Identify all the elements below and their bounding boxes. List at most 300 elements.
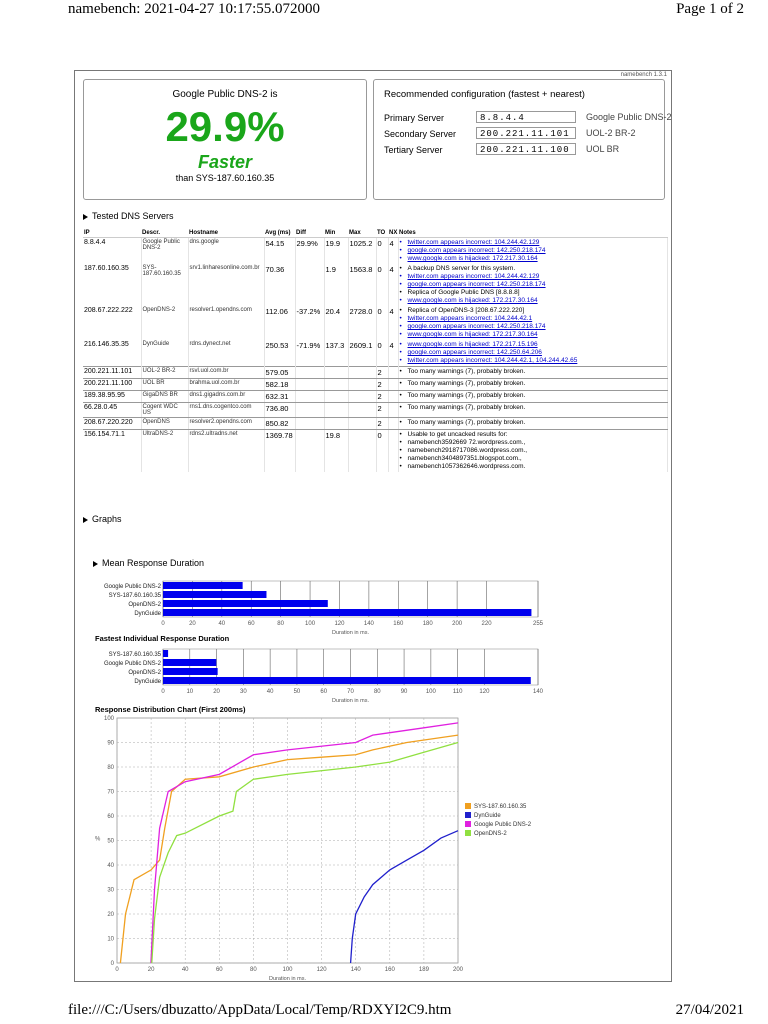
category-label: Google Public DNS-2 [103,661,161,667]
column-header: Avg (ms) [264,229,295,238]
cell-ip: 8.8.4.4 [83,238,141,265]
cell-ip: 156.154.71.1 [83,430,141,473]
cell-descr: OpenDNS [141,418,188,430]
tested-section-toggle[interactable] [83,211,174,221]
mean-response-chart [75,576,673,640]
bar [163,677,531,684]
cell-ip: 200.221.11.101 [83,367,141,379]
note-text [400,447,667,455]
cell-host: rns1.dns.cogentco.com [188,403,264,418]
note-content: google.com appears incorrect: 142.250.218.174 [407,281,546,288]
distribution-chart-title: Response Distribution Chart (First 200ms) [95,705,246,714]
cell-avg: 70.36 [264,264,295,306]
summary-faster: Faster [197,152,253,172]
summary-percent: 29.9% [165,103,285,150]
bullet: • [399,349,402,356]
note-content: www.google.com is hijacked: 172.217.30.164 [407,255,538,262]
graphs-section-toggle[interactable] [83,514,122,524]
cell-max [348,403,376,418]
table-body [83,238,668,473]
note-text [400,265,667,273]
recommended-box [373,79,672,200]
cell-avg: 736.80 [264,403,295,418]
column-header: Diff [295,229,324,238]
cell-avg: 579.05 [264,367,295,379]
report-frame [74,70,672,982]
x-tick-label: 120 [334,621,345,627]
table-row [83,430,668,473]
dns-table [83,229,668,472]
table-header-row [83,229,668,238]
table-row [83,264,668,306]
table-row [83,238,668,265]
bullet: • [399,331,402,338]
y-tick-label: 30 [107,887,114,894]
cell-host: brahma.uol.com.br [188,379,264,391]
cell-avg: 1369.78 [264,430,295,473]
note-content: Replica of Google Public DNS [8.8.8.8] [407,289,520,296]
legend-swatch [465,821,471,827]
cell-min [324,379,348,391]
note-text [400,431,667,439]
cell-max [348,379,376,391]
x-tick-label: 20 [147,967,155,973]
bullet: • [399,341,402,348]
x-tick-label: 0 [161,689,165,695]
category-label: Google Public DNS-2 [103,584,161,590]
bullet: • [399,247,402,254]
bar [163,650,168,657]
print-footer-date: 27/04/2021 [675,1002,744,1018]
mean-heading: Mean Response Duration [102,558,205,568]
tertiary-server-label: Tertiary Server [384,145,443,155]
cell-avg: 850.82 [264,418,295,430]
x-tick-label: 90 [400,689,408,695]
cell-nx [388,379,398,391]
tertiary-server-ip[interactable]: 200.221.11.100 [476,143,576,155]
table-row [83,403,668,418]
table-row [83,306,668,340]
bullet: • [399,455,402,462]
x-tick-label: 70 [347,689,354,695]
cell-diff: 29.9% [295,238,324,265]
cell-descr: DynGuide [141,340,188,367]
bullet: • [399,289,402,296]
print-header [0,0,768,22]
x-tick-label: 220 [481,621,492,627]
cell-diff [295,391,324,403]
category-label: DynGuide [134,611,161,617]
x-axis-label: Duration in ms. [269,976,306,981]
cell-min [324,367,348,379]
x-tick-label: 40 [218,621,226,627]
x-tick-label: 160 [393,621,404,627]
bar [163,659,216,666]
cell-descr: OpenDNS-2 [141,306,188,340]
cell-to: 2 [376,418,388,430]
cell-ip: 189.38.95.95 [83,391,141,403]
bar [163,668,218,675]
cell-to: 0 [376,238,388,265]
y-tick-label: 0 [110,961,114,967]
x-tick-label: 200 [452,621,463,627]
cell-max: 1563.8 [348,264,376,306]
y-tick-label: 70 [107,789,114,796]
print-footer [0,1000,768,1024]
cell-avg: 54.15 [264,238,295,265]
print-header-page: Page 1 of 2 [676,1,744,17]
y-tick-label: 20 [107,912,114,918]
cell-host: rdns2.ultradns.net [188,430,264,473]
x-tick-label: 20 [189,621,196,627]
note-content: Usable to get uncacked results for: [407,431,508,438]
note-link[interactable] [400,247,667,255]
note-text [400,455,667,463]
bullet: • [399,255,402,262]
cell-min: 1.9 [324,264,348,306]
cell-ip: 66.28.0.45 [83,403,141,418]
note-link[interactable] [400,349,667,357]
note-link[interactable] [400,273,667,281]
cell-nx: 4 [388,306,398,340]
cell-host: rdns.dynect.net [188,340,264,367]
bar [163,609,531,616]
cell-min [324,403,348,418]
summary-box [83,79,367,200]
bullet: • [399,357,402,364]
bullet: • [399,368,402,375]
x-tick-label: 140 [532,689,544,695]
expand-triangle-icon [83,517,88,523]
note-link[interactable] [400,323,667,331]
fastest-response-chart [75,645,673,707]
note-content: namebench3592669 72.wordpress.com., [407,439,526,446]
x-tick-label: 60 [215,967,223,973]
bullet: • [399,439,402,446]
note-content: Too many warnings (7), probably broken. [407,368,526,375]
y-tick-label: 100 [103,716,114,722]
cell-nx: 4 [388,264,398,306]
legend-swatch [465,803,471,809]
cell-min: 20.4 [324,306,348,340]
note-link[interactable] [400,341,667,349]
cell-nx: 4 [388,238,398,265]
note-content: twitter.com appears incorrect: 104.244.42.129 [407,239,540,246]
cell-host: dns1.gigadns.com.br [188,391,264,403]
cell-notes [398,367,668,379]
note-content: twitter.com appears incorrect: 104.244.42.1, 104.244.42.65 [407,357,578,364]
note-text [400,404,667,412]
note-text [400,307,667,315]
cell-max [348,367,376,379]
x-tick-label: 100 [305,621,316,627]
note-content: twitter.com appears incorrect: 104.244.42.1 [407,315,533,322]
cell-ip: 200.221.11.100 [83,379,141,391]
category-label: SYS-187.60.160.35 [108,593,161,599]
column-header: NX [389,230,398,236]
note-content: www.google.com is hijacked: 172.217.30.164 [407,331,538,338]
tested-heading: Tested DNS Servers [92,211,174,221]
bar [163,600,328,607]
x-tick-label: 180 [422,621,433,627]
y-tick-label: 50 [107,838,114,845]
cell-avg: 582.18 [264,379,295,391]
y-axis-label: % [95,836,101,843]
primary-server-label: Primary Server [384,113,445,123]
cell-descr: GigaDNS BR [141,391,188,403]
cell-diff [295,367,324,379]
note-content: Replica of OpenDNS-3 [208.67.222.220] [407,307,525,314]
secondary-server-ip[interactable]: 200.221.11.101 [476,127,576,139]
x-tick-label: 200 [452,967,464,973]
legend-label: OpenDNS-2 [474,831,507,837]
column-header: Notes [398,229,668,238]
cell-min: 137.3 [324,340,348,367]
cell-to: 0 [376,306,388,340]
note-link[interactable] [400,281,667,289]
cell-nx [388,403,398,418]
cell-max [348,430,376,473]
tertiary-server-name: UOL BR [586,144,620,154]
x-tick-label: 100 [282,967,293,973]
bullet: • [399,265,402,272]
cell-host: srv1.linharesonline.com.br [188,264,264,306]
cell-descr: UOL-2 BR-2 [141,367,188,379]
distribution-chart [75,715,673,981]
column-header: Min [324,229,348,238]
cell-notes [398,340,668,367]
note-content: www.google.com is hijacked: 172.217.30.164 [407,297,538,304]
secondary-server-label: Secondary Server [384,129,457,139]
table-row [83,418,668,430]
table-row [83,391,668,403]
cell-avg: 632.31 [264,391,295,403]
bullet: • [399,273,402,280]
x-tick-label: 80 [277,621,284,627]
bar [163,591,266,598]
x-axis-label: Duration in ms. [332,630,369,636]
y-tick-label: 80 [107,765,114,771]
note-content: twitter.com appears incorrect: 104.244.42.129 [407,273,540,280]
x-tick-label: 20 [213,689,220,695]
x-tick-label: 110 [452,689,463,695]
table-row [83,340,668,367]
note-content: Too many warnings (7), probably broken. [407,419,526,426]
note-link[interactable] [400,239,667,247]
note-content: Too many warnings (7), probably broken. [407,404,526,411]
cell-notes [398,391,668,403]
bullet: • [399,323,402,330]
bullet: • [399,392,402,399]
x-tick-label: 50 [293,689,301,695]
note-link[interactable] [400,357,667,365]
cell-notes [398,264,668,306]
cell-descr: UltraDNS-2 [141,430,188,473]
cell-max: 2728.0 [348,306,376,340]
cell-max [348,418,376,430]
legend-label: Google Public DNS-2 [474,822,532,828]
cell-descr: UOL BR [141,379,188,391]
note-text [400,392,667,400]
x-tick-label: 80 [373,689,381,695]
cell-min: 19.9 [324,238,348,265]
version-label: namebench 1.3.1 [620,72,667,78]
category-label: SYS-187.60.160.35 [108,652,161,658]
cell-nx [388,367,398,379]
note-text [400,439,667,447]
cell-max: 2609.1 [348,340,376,367]
primary-server-ip[interactable]: 8.8.4.4 [476,111,576,123]
y-tick-label: 90 [107,740,114,747]
x-tick-label: 255 [532,621,544,627]
cell-host: rsvl.uol.com.br [188,367,264,379]
summary-than: than SYS-187.60.160.35 [175,173,275,183]
print-header-title: namebench: 2021-04-27 10:17:55.072000 [68,1,321,17]
category-label: DynGuide [134,679,161,685]
x-tick-label: 160 [384,967,395,973]
x-tick-label: 0 [161,621,165,627]
note-link[interactable] [400,255,667,263]
bullet: • [399,297,402,304]
legend-label: SYS-187.60.160.35 [474,804,527,810]
category-label: OpenDNS-2 [128,602,161,608]
cell-to: 2 [376,367,388,379]
note-content: Too many warnings (7), probably broken. [407,380,526,387]
note-text [400,463,667,471]
cell-notes [398,430,668,473]
note-content: namebench1057362646.wordpress.com. [407,463,526,470]
cell-diff [295,379,324,391]
x-tick-label: 0 [115,967,119,973]
cell-ip: 216.146.35.35 [83,340,141,367]
x-tick-label: 30 [240,689,247,695]
cell-host: resolver2.opendns.com [188,418,264,430]
cell-diff [295,403,324,418]
cell-diff [295,430,324,473]
primary-server-name: Google Public DNS-2 [586,112,672,122]
legend-swatch [465,830,471,836]
bullet: • [399,281,402,288]
y-tick-label: 40 [107,863,114,869]
mean-section-toggle[interactable] [93,558,204,568]
x-tick-label: 100 [425,689,436,695]
note-content: google.com appears incorrect: 142.250.218.174 [407,247,546,254]
cell-min: 19.8 [324,430,348,473]
cell-min [324,391,348,403]
x-tick-label: 60 [247,621,255,627]
bullet: • [399,447,402,454]
expand-triangle-icon [83,214,88,220]
expand-triangle-icon [93,561,98,567]
x-tick-label: 10 [186,689,194,695]
cell-host: resolver1.opendns.com [188,306,264,340]
y-tick-label: 60 [107,814,114,820]
cell-diff [295,418,324,430]
x-tick-label: 80 [250,967,257,973]
note-content: google.com appears incorrect: 142.250.218.174 [407,323,546,330]
cell-host: dns.google [188,238,264,265]
x-axis-label: Duration in ms. [332,698,369,704]
cell-to: 0 [376,340,388,367]
legend-label: DynGuide [474,813,501,819]
note-content: Too many warnings (7), probably broken. [407,392,526,399]
cell-diff: -37.2% [295,306,324,340]
bullet: • [399,380,402,387]
note-content: A backup DNS server for this system. [407,265,516,272]
bullet: • [399,419,402,426]
note-text [400,380,667,388]
note-link[interactable] [400,297,667,305]
column-header: Hostname [188,229,264,238]
note-content: google.com appears incorrect: 142.250.64.206 [407,349,542,356]
bullet: • [399,307,402,314]
cell-ip: 187.60.160.35 [83,264,141,306]
cell-notes [398,403,668,418]
cell-nx [388,418,398,430]
graphs-heading: Graphs [92,514,122,524]
note-content: namebench2918717086.wordpress.com., [407,447,528,454]
bar [163,582,243,589]
cell-descr: Cogent WDC US [141,403,188,418]
category-label: OpenDNS-2 [128,670,161,676]
table-row [83,379,668,391]
note-link[interactable] [400,315,667,323]
note-content: namebench3404897351.blogspot.com., [407,455,522,462]
cell-to: 0 [376,264,388,306]
x-tick-label: 120 [479,689,490,695]
cell-to: 2 [376,379,388,391]
x-tick-label: 60 [320,689,328,695]
cell-descr: Google Public DNS-2 [141,238,188,265]
cell-diff [295,264,324,306]
x-tick-label: 40 [266,689,274,695]
cell-diff: -71.9% [295,340,324,367]
cell-min [324,418,348,430]
table-row [83,367,668,379]
fastest-chart-title: Fastest Individual Response Duration [95,634,230,643]
x-tick-label: 120 [316,967,327,973]
cell-nx: 4 [388,340,398,367]
note-link[interactable] [400,331,667,339]
cell-notes [398,379,668,391]
cell-to: 2 [376,391,388,403]
cell-avg: 112.06 [264,306,295,340]
secondary-server-name: UOL-2 BR-2 [586,128,636,138]
bullet: • [399,315,402,322]
cell-max [348,391,376,403]
note-content: www.google.com is hijacked: 172.217.15.196 [407,341,538,348]
bullet: • [399,239,402,246]
cell-max: 1025.2 [348,238,376,265]
cell-ip: 208.67.220.220 [83,418,141,430]
summary-heading: Google Public DNS-2 is [172,89,278,100]
y-tick-label: 10 [107,936,114,943]
recommended-heading: Recommended configuration (fastest + nearest) [384,89,585,100]
cell-avg: 250.53 [264,340,295,367]
note-text [400,368,667,376]
column-header: Max [348,229,376,238]
x-tick-label: 40 [181,967,189,973]
x-tick-label: 189 [418,967,429,973]
cell-nx [388,430,398,473]
cell-notes [398,306,668,340]
cell-nx [388,391,398,403]
cell-to: 2 [376,403,388,418]
bullet: • [399,404,402,411]
legend-swatch [465,812,471,818]
cell-ip: 208.67.222.222 [83,306,141,340]
column-header: IP [83,229,141,238]
